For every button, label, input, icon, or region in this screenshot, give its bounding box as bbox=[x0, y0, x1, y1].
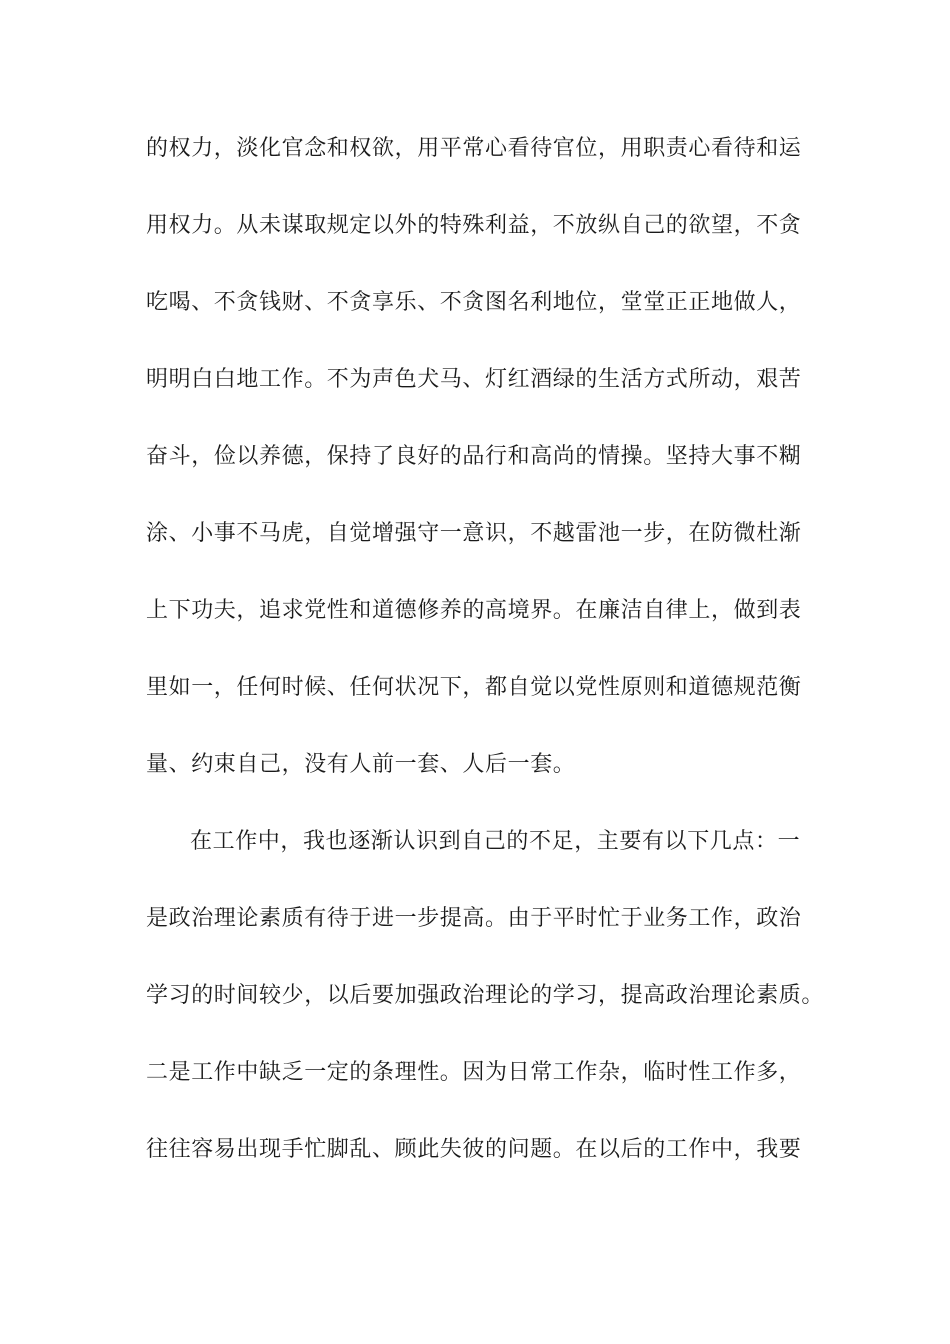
paragraph-line: 学习的时间较少，以后要加强政治理论的学习，提高政治理论素质。 bbox=[146, 983, 825, 1008]
paragraph-line: 是政治理论素质有待于进一步提高。由于平时忙于业务工作，政治 bbox=[146, 906, 802, 931]
paragraph-line: 明明白白地工作。不为声色犬马、灯红酒绿的生活方式所动，艰苦 bbox=[146, 367, 802, 392]
paragraph-line: 涂、小事不马虎，自觉增强守一意识，不越雷池一步，在防微杜渐 bbox=[146, 521, 802, 546]
paragraph-line: 往往容易出现手忙脚乱、顾此失彼的问题。在以后的工作中，我要 bbox=[146, 1137, 802, 1162]
paragraph-line: 吃喝、不贪钱财、不贪享乐、不贪图名利地位，堂堂正正地做人， bbox=[146, 290, 802, 315]
paragraph-line: 二是工作中缺乏一定的条理性。因为日常工作杂，临时性工作多， bbox=[146, 1060, 802, 1085]
paragraph-first-line: 在工作中，我也逐渐认识到自己的不足，主要有以下几点：一 bbox=[190, 829, 801, 854]
paragraph-line: 的权力，淡化官念和权欲，用平常心看待官位，用职责心看待和运 bbox=[146, 136, 802, 161]
paragraph-line: 用权力。从未谋取规定以外的特殊利益，不放纵自己的欲望，不贪 bbox=[146, 213, 802, 238]
paragraph-line: 里如一，任何时候、任何状况下，都自觉以党性原则和道德规范衡 bbox=[146, 675, 802, 700]
paragraph-line: 奋斗，俭以养德，保持了良好的品行和高尚的情操。坚持大事不糊 bbox=[146, 444, 802, 469]
paragraph-line: 上下功夫，追求党性和道德修养的高境界。在廉洁自律上，做到表 bbox=[146, 598, 802, 623]
paragraph-line: 量、约束自己，没有人前一套、人后一套。 bbox=[146, 752, 576, 777]
